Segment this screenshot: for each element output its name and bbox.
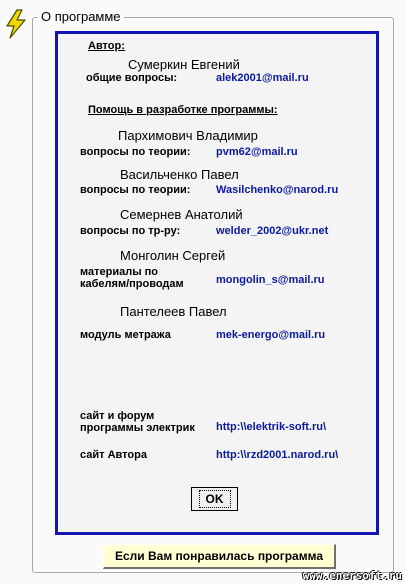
contributor-email-link[interactable]: Wasilchenko@narod.ru bbox=[216, 184, 339, 196]
contributor-name: Пантелеев Павел bbox=[120, 304, 227, 319]
contributor-name: Семернев Анатолий bbox=[120, 207, 243, 222]
author-name: Сумеркин Евгений bbox=[128, 57, 240, 72]
contributor-email-link[interactable]: welder_2002@ukr.net bbox=[216, 225, 329, 237]
contributor-role: вопросы по теории: bbox=[80, 146, 191, 158]
author-email-link[interactable]: alek2001@mail.ru bbox=[216, 72, 309, 84]
author-heading: Автор: bbox=[88, 40, 125, 52]
author-site-label: сайт Автора bbox=[80, 449, 147, 461]
contributor-name: Васильченко Павел bbox=[120, 167, 239, 182]
ok-button[interactable] bbox=[191, 487, 238, 511]
forum-url-link[interactable]: http:\\elektrik-soft.ru\ bbox=[216, 421, 327, 433]
contributor-email-link[interactable]: mek-energo@mail.ru bbox=[216, 329, 326, 341]
author-role: общие вопросы: bbox=[86, 72, 178, 84]
group-title: О программе bbox=[38, 9, 124, 24]
contributor-email-link[interactable]: mongolin_s@mail.ru bbox=[216, 274, 325, 286]
watermark: www.enersoft.ru bbox=[302, 569, 402, 582]
help-heading: Помощь в разработке программы: bbox=[88, 104, 278, 116]
contributor-email-link[interactable]: pvm62@mail.ru bbox=[216, 146, 298, 158]
contributor-role: вопросы по теории: bbox=[80, 184, 191, 196]
author-site-link[interactable]: http:\\rzd2001.narod.ru\ bbox=[216, 449, 339, 461]
contributor-role: материалы по кабелям/проводам bbox=[80, 266, 184, 290]
contributor-role: вопросы по тр-ру: bbox=[80, 225, 181, 237]
ok-button-label: OK bbox=[199, 490, 231, 508]
like-program-button[interactable]: Если Вам понравилась программа bbox=[103, 544, 336, 569]
contributor-role: модуль метража bbox=[80, 329, 171, 341]
contributor-name: Монголин Сергей bbox=[120, 248, 226, 263]
forum-label: сайт и форум программы электрик bbox=[80, 410, 195, 434]
contributor-name: Пархимович Владимир bbox=[118, 128, 258, 143]
lightning-bolt-icon bbox=[3, 9, 29, 39]
